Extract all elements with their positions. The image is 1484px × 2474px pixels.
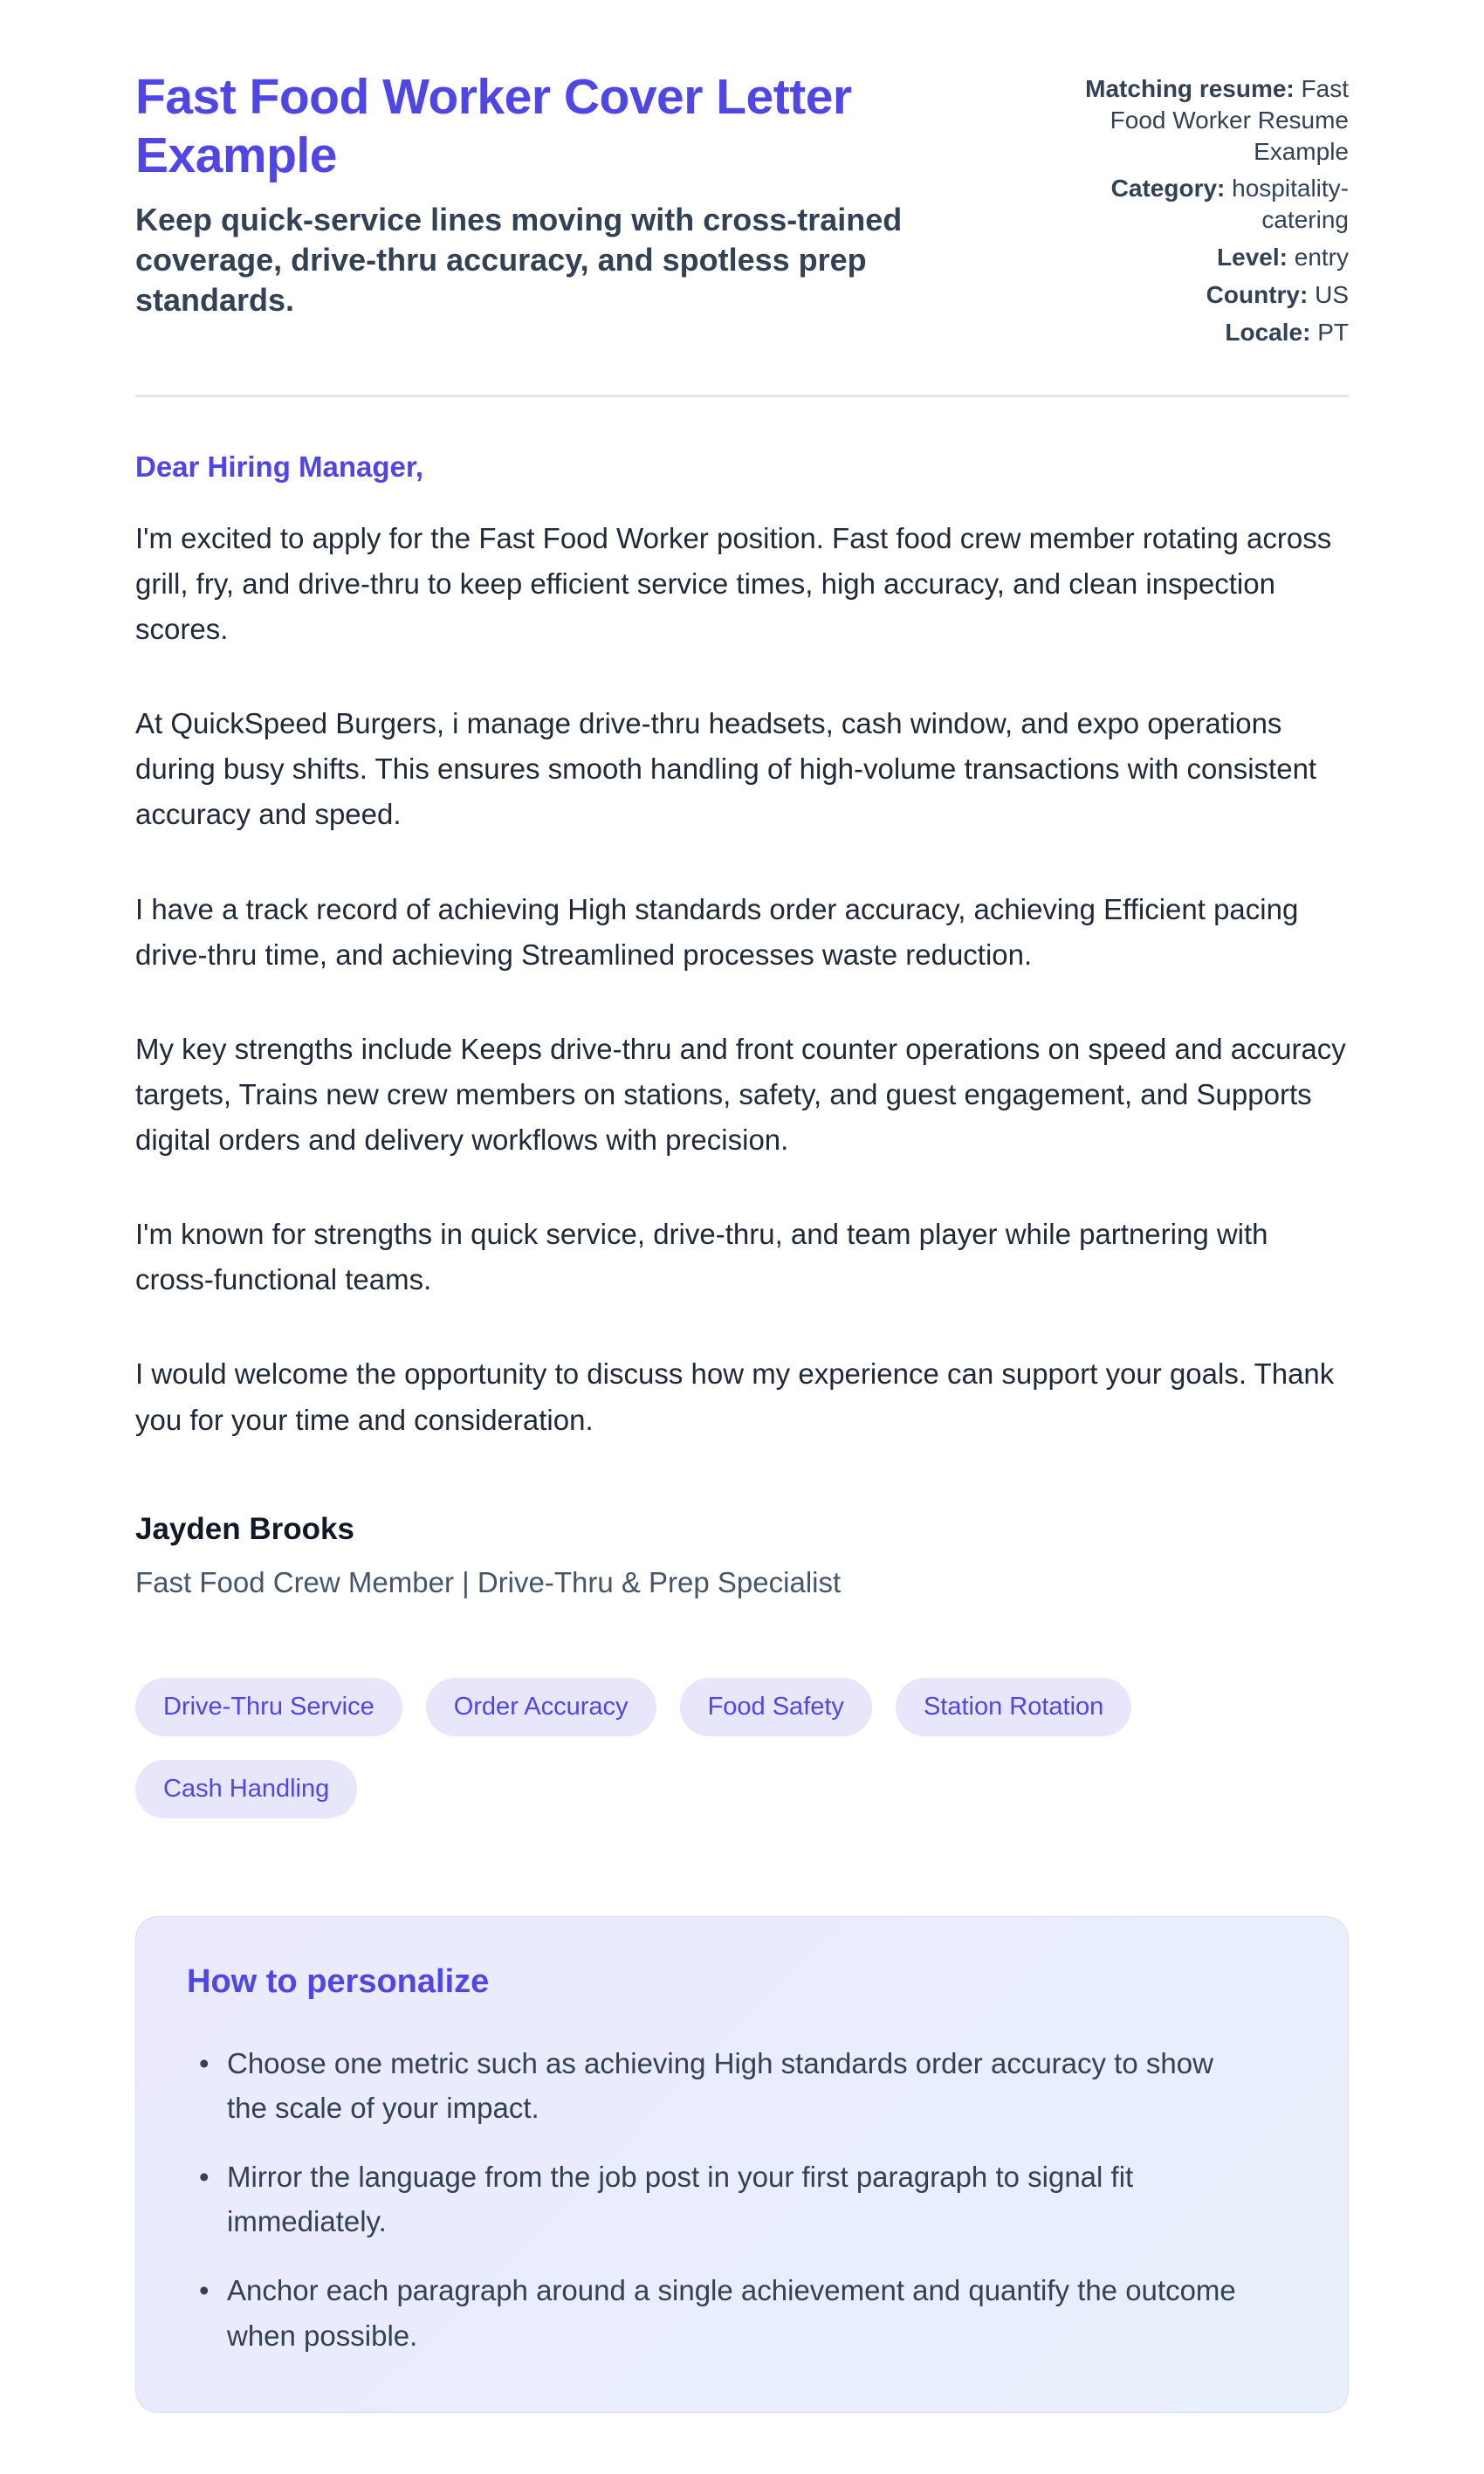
personalize-list — [187, 2041, 1297, 2358]
letter-paragraph: I have a track record of achieving High standards order accuracy, achieving Efficient pacing drive-thru time, and achieving Streamlined processes waste reduction. — [135, 892, 1299, 971]
letter-paragraph: I would welcome the opportunity to discuss how my experience can support your goals. Thank you for your time and consideration. — [135, 1357, 1335, 1436]
meta-value: US — [1308, 280, 1349, 308]
meta-value: hospitality-catering — [1225, 175, 1349, 234]
page-subtitle: Keep quick-service lines moving with cross-trained coverage, drive-thru accuracy, and spotless prep standards. — [135, 201, 903, 318]
meta-panel — [1061, 68, 1349, 354]
skill-tag: Food Safety — [680, 1678, 872, 1736]
meta-value: PT — [1310, 318, 1349, 346]
signature-name: Jayden Brooks — [135, 1511, 354, 1546]
personalize-heading: How to personalize — [187, 1963, 490, 2001]
meta-label: Level: — [1217, 244, 1288, 271]
skill-tag: Cash Handling — [135, 1760, 357, 1818]
meta-label: Locale: — [1225, 318, 1311, 346]
letter-paragraph: I'm known for strengths in quick service, drive-thru, and team player while partnering with cross-functional teams. — [135, 1218, 1268, 1296]
cover-letter-page — [135, 0, 1349, 2413]
meta-label: Category: — [1110, 175, 1226, 203]
letter-paragraph: My key strengths include Keeps drive-thru and front counter operations on speed and accuracy targets, Trains new crew members on stations, safety, and guest engagement, and Supports digital orders and delivery workflows with precision. — [135, 1032, 1346, 1156]
meta-matching-resume — [1061, 73, 1349, 167]
letter-paragraph: At QuickSpeed Burgers, i manage drive-thru headsets, cash window, and expo operations during busy shifts. This ensures smooth handling of high-volume transactions with consistent accuracy and speed. — [135, 707, 1317, 831]
skill-tag: Order Accuracy — [426, 1678, 656, 1736]
signature-role: Fast Food Crew Member | Drive-Thru & Prep Specialist — [135, 1566, 842, 1599]
meta-value: entry — [1287, 244, 1349, 271]
skill-tag: Drive-Thru Service — [135, 1678, 402, 1736]
letter-paragraph: I'm excited to apply for the Fast Food Worker position. Fast food crew member rotating across grill, fry, and drive-thru to keep efficient service times, high accuracy, and clean inspection scores. — [135, 521, 1332, 645]
meta-country — [1061, 279, 1349, 311]
meta-level — [1061, 242, 1349, 273]
meta-label: Matching resume: — [1085, 75, 1295, 102]
meta-category — [1061, 173, 1349, 236]
skill-tags — [135, 1678, 1349, 1818]
letter-body — [135, 444, 1349, 2413]
meta-label: Country: — [1206, 280, 1309, 308]
page-header — [135, 68, 1349, 397]
personalize-bullet: • Anchor each paragraph around a single achievement and quantify the outcome when possible. — [187, 2268, 1261, 2357]
letter-greeting: Dear Hiring Manager, — [135, 450, 424, 483]
header-title-block — [135, 68, 995, 320]
personalize-bullet: • Choose one metric such as achieving High standards order accuracy to show the scale of your impact. — [187, 2041, 1261, 2130]
page-title: Fast Food Worker Cover Letter Example — [135, 69, 852, 184]
meta-value: Fast Food Worker Resume Example — [1110, 75, 1349, 165]
skill-tag: Station Rotation — [896, 1678, 1131, 1736]
personalize-bullet: • Mirror the language from the job post in your first paragraph to signal fit immediately. — [187, 2154, 1261, 2244]
personalize-callout — [135, 1916, 1349, 2412]
meta-locale — [1061, 317, 1349, 348]
